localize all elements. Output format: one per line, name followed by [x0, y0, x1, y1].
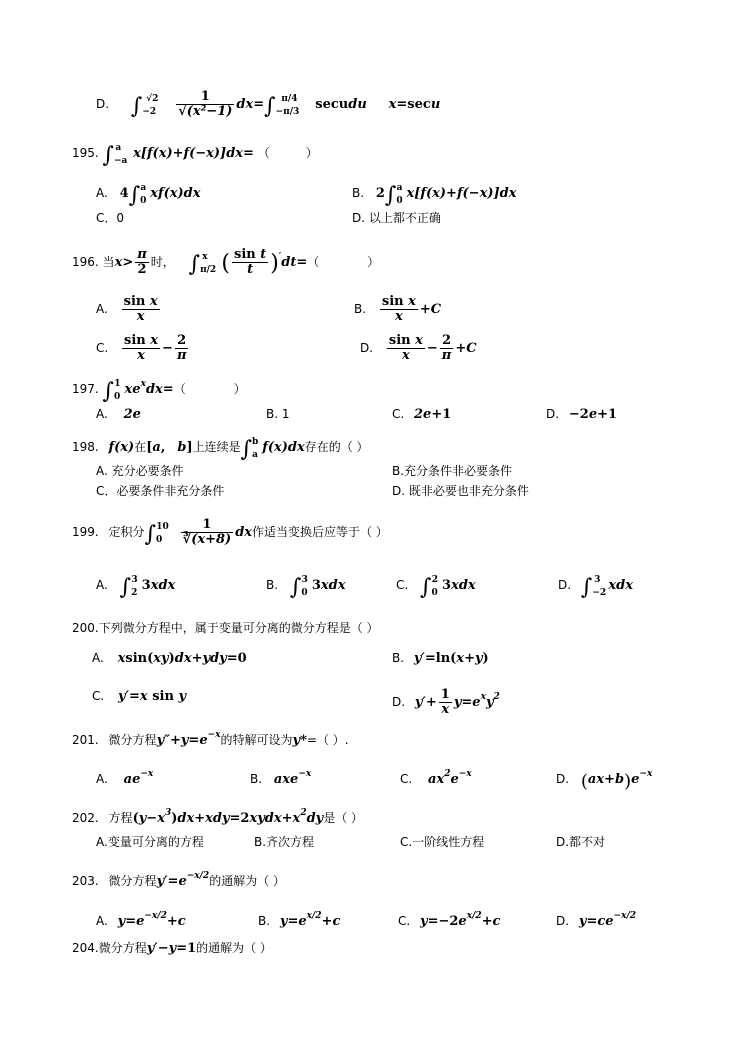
q201-option-d: D. $(ax+b)e^{-x}$	[556, 769, 653, 792]
q203-option-d: D. $y=ce^{-x/2}$	[556, 911, 636, 929]
q198-stem: 198. f(x)在[a, b]上连续是$\int_a^b$ f(x)dx存在的（ ）	[72, 437, 369, 462]
option-label: D.	[96, 97, 110, 111]
q199-option-a: A. $\int_2^3$ 3xdx	[96, 575, 176, 600]
q196-option-c: C. $\frac{\text{sin x}}{x}$ − $\frac{2}{\pi}$	[96, 333, 187, 363]
q197-option-c: C. 2e+1	[392, 407, 452, 422]
q196-stem: 196. 当x> $\frac{\pi}{2}$ 时， $\int_{\pi/2}^x$ ( $\frac{\text{sin t}}{t}$ )′dt=（ ）	[72, 247, 380, 277]
q197-stem: 197. $\int_0^1$ $xe^xdx=$（ ）	[72, 379, 246, 404]
q202-option-c: C.一阶线性方程	[400, 835, 485, 849]
q201-option-a: A. $ae^{-x}$	[96, 769, 154, 787]
q203-option-c: C. $y=-2e^{x/2}+c$	[398, 911, 501, 929]
q196-option-b: B. $\frac{\text{sin x}}{x}$ +C	[354, 294, 442, 324]
q198-option-d: D. 既非必要也非充分条件	[392, 484, 529, 498]
q201-option-b: B. axe$^{-x}$	[250, 769, 312, 787]
q198-option-a: A. 充分必要条件	[96, 464, 184, 478]
q200-option-a: A. xsin(xy)dx+ydy=0	[92, 651, 247, 666]
q202-option-b: B.齐次方程	[254, 835, 315, 849]
q202-stem: 202. 方程$(y-x^3)dx+xdy=2xydx+x^2dy$是（ ）	[72, 808, 364, 826]
q195-option-c: C．0	[96, 211, 125, 225]
q199-option-d: D. $\int_{-2}^3$ xdx	[558, 575, 634, 600]
q199-stem: 199. 定积分$\int_0^{10}$ $\frac{1}{∛(x+8)}$ dx作适当变换后应等于（ ）	[72, 517, 388, 547]
q200-stem: 200.下列微分方程中，属于变量可分离的微分方程是（ ）	[72, 621, 379, 635]
q195-option-a: A. $4\int_0^a$ xf(x)dx	[96, 183, 201, 208]
q202-option-d: D.都不对	[556, 835, 606, 849]
q198-option-c: C．必要条件非充分条件	[96, 484, 225, 498]
q198-option-b: B.充分条件非必要条件	[392, 464, 513, 478]
q203-stem: 203. 微分方程$y'=e^{-x/2}$的通解为（ ）	[72, 871, 286, 889]
q199-option-b: B. $\int_0^3$ 3xdx	[266, 575, 346, 600]
q200-option-b: B. y′=ln(x+y)	[392, 651, 489, 666]
q200-option-d: D. y′+ $\frac{1}{x}$ $y=e^xy^2$	[392, 687, 500, 717]
q194-option-d: D. $\int_{-2}^{√2}$ $\frac{1}{\text{√(x²−1)}}$ $dx=\int_{-\pi/3}^{\pi/4}$ secudu x=secu	[96, 89, 441, 119]
q199-option-c: C. $\int_0^2$ 3xdx	[396, 575, 476, 600]
q195-stem: 195. $\int_{-a}^a$ x[f(x)+f(−x)]dx= （ ）	[72, 143, 318, 168]
q202-option-a: A.变量可分离的方程	[96, 835, 204, 849]
q203-option-a: A. $y=e^{-x/2}+c$	[96, 911, 186, 929]
q203-option-b: B. $y=e^{x/2}+c$	[258, 911, 341, 929]
q195-option-d: D. 以上都不正确	[352, 211, 441, 225]
q195-option-b: B. $2\int_0^a$ x[f(x)+f(−x)]dx	[352, 183, 517, 208]
q196-option-d: D. $\frac{\text{sin x}}{x}$ − $\frac{2}{\pi}$ +C	[360, 333, 477, 363]
q200-option-c: C. y′=x sin y	[92, 689, 186, 704]
q204-stem: 204.微分方程y′−y=1的通解为（ ）	[72, 941, 272, 956]
q197-option-a: A. 2e	[96, 407, 141, 422]
q197-option-d: D. −2e+1	[546, 407, 618, 422]
q197-option-b: B. 1	[266, 407, 290, 421]
q201-option-c: C. $ax^2e^{-x}$	[400, 769, 472, 787]
q196-option-a: A. $\frac{\text{sin x}}{x}$	[96, 294, 158, 324]
q201-stem: 201. 微分方程$y''+y=e^{-x}$的特解可设为y*=（ ）.	[72, 730, 349, 748]
